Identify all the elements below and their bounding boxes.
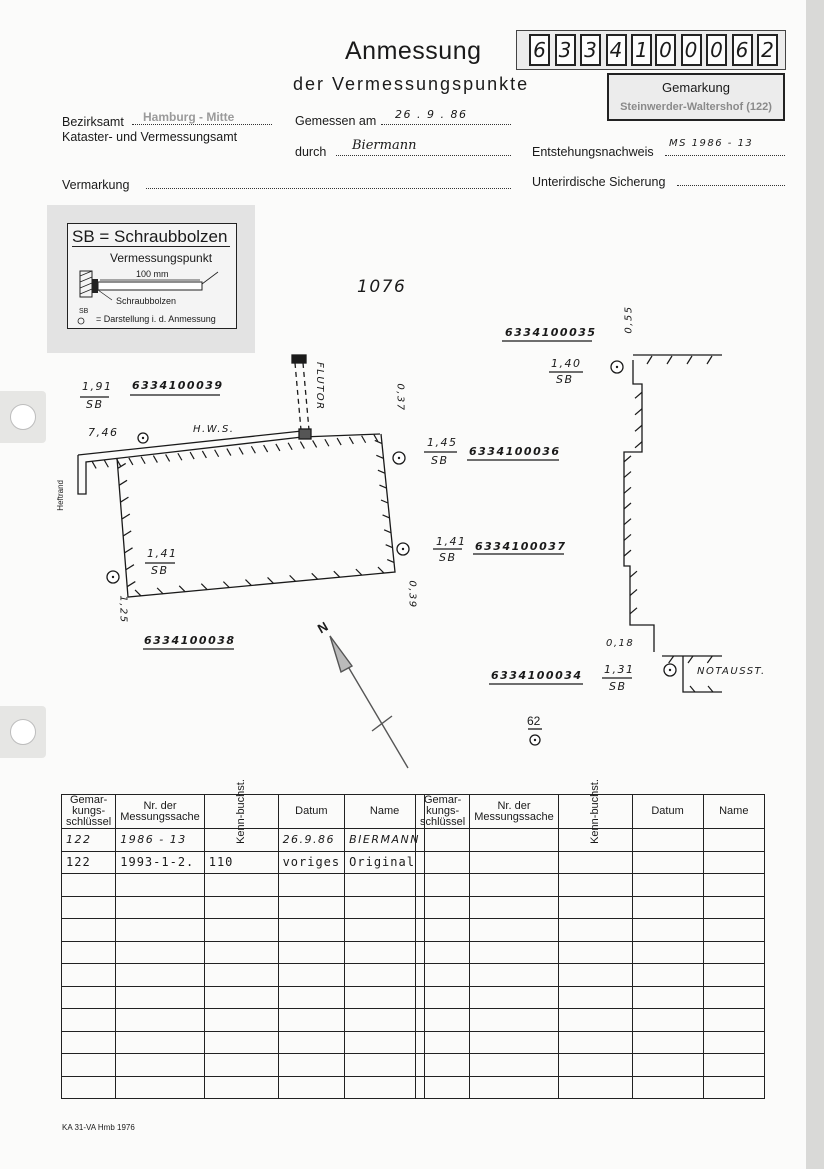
legend-dimension: 100 mm bbox=[136, 269, 169, 279]
table-cell: 122 bbox=[62, 829, 116, 852]
table-row bbox=[416, 1031, 765, 1054]
table-cell bbox=[62, 986, 116, 1009]
col-messungssache: Nr. der Messungssache bbox=[470, 795, 558, 829]
table-cell bbox=[470, 1054, 558, 1077]
table-cell bbox=[116, 1031, 204, 1054]
table-cell bbox=[345, 964, 425, 987]
sicherung-label: Unterirdische Sicherung bbox=[532, 175, 666, 189]
table-cell bbox=[204, 941, 278, 964]
point-37: 6334100037 bbox=[475, 540, 567, 553]
point-number-digit: 0 bbox=[681, 34, 702, 66]
fraction-6-num: 1,31 bbox=[604, 663, 635, 676]
table-cell bbox=[416, 941, 470, 964]
table-cell bbox=[204, 919, 278, 942]
table-cell: BIERMANN bbox=[345, 829, 425, 852]
table-cell bbox=[470, 941, 558, 964]
table-cell bbox=[632, 941, 703, 964]
table-cell bbox=[558, 941, 632, 964]
table-cell bbox=[558, 919, 632, 942]
kataster-label: Kataster- und Vermessungsamt bbox=[62, 130, 238, 144]
fraction-1-den: SB bbox=[86, 398, 104, 411]
table-cell bbox=[278, 874, 345, 897]
table-cell bbox=[470, 874, 558, 897]
point-number-digit: 3 bbox=[580, 34, 601, 66]
table-cell bbox=[558, 964, 632, 987]
north-label: N bbox=[314, 618, 331, 637]
durch-label: durch bbox=[295, 145, 327, 159]
table-cell bbox=[204, 1054, 278, 1077]
table-row bbox=[62, 1009, 425, 1032]
table-cell bbox=[558, 1076, 632, 1099]
table-row bbox=[416, 941, 765, 964]
table-cell bbox=[278, 964, 345, 987]
table-cell bbox=[204, 1076, 278, 1099]
table-cell bbox=[62, 1054, 116, 1077]
table-cell bbox=[116, 1054, 204, 1077]
table-cell bbox=[632, 1009, 703, 1032]
heftrand-label: Heftrand bbox=[56, 480, 65, 511]
table-row bbox=[416, 874, 765, 897]
table-cell: 110 bbox=[204, 851, 278, 874]
col-datum: Datum bbox=[278, 795, 345, 829]
table-cell: voriges bbox=[278, 851, 345, 874]
table-cell bbox=[278, 1076, 345, 1099]
fraction-5-num: 1,40 bbox=[551, 357, 582, 370]
messung-table-left bbox=[61, 779, 425, 1099]
table-row bbox=[62, 1076, 425, 1099]
legend-symbol-desc: = Darstellung i. d. Anmessung bbox=[96, 314, 216, 324]
point-39: 6334100039 bbox=[132, 379, 224, 392]
right-boundary bbox=[624, 360, 654, 652]
fraction-7-num: 62 bbox=[527, 714, 541, 728]
north-arrow bbox=[330, 636, 408, 768]
table-cell bbox=[116, 986, 204, 1009]
entstehung-value: MS 1986 - 13 bbox=[669, 138, 754, 149]
table-cell bbox=[62, 919, 116, 942]
durch-signature: Biermann bbox=[352, 138, 417, 153]
col-messungssache: Nr. der Messungssache bbox=[116, 795, 204, 829]
sheet-edge bbox=[806, 0, 824, 1169]
table-cell bbox=[204, 1031, 278, 1054]
table-row bbox=[416, 1076, 765, 1099]
table-row bbox=[62, 874, 425, 897]
table-row bbox=[62, 964, 425, 987]
measure-039: 0,39 bbox=[406, 580, 418, 609]
table-cell bbox=[116, 919, 204, 942]
table-cell bbox=[345, 1009, 425, 1032]
fraction-5-den: SB bbox=[556, 373, 574, 386]
table-cell bbox=[278, 1054, 345, 1077]
messung-table-right bbox=[415, 779, 765, 1099]
hws-label: H.W.S. bbox=[193, 424, 235, 435]
table-cell bbox=[703, 1031, 764, 1054]
table-row bbox=[416, 1009, 765, 1032]
table-cell bbox=[62, 874, 116, 897]
table-cell bbox=[632, 1076, 703, 1099]
notausst-label: NOTAUSST. bbox=[697, 666, 766, 677]
legend-title: SB = Schraubbolzen bbox=[72, 227, 228, 246]
table-cell bbox=[632, 829, 703, 852]
flutor-label: FLUTOR bbox=[314, 362, 325, 411]
table-cell bbox=[278, 919, 345, 942]
col-kennbuchst: Kenn-buchst. bbox=[204, 795, 278, 829]
table-cell bbox=[278, 1009, 345, 1032]
table-row bbox=[416, 896, 765, 919]
table-cell bbox=[470, 896, 558, 919]
table-cell bbox=[470, 919, 558, 942]
legend-line1: Vermessungspunkt bbox=[110, 251, 213, 265]
fraction-2-num: 1,45 bbox=[427, 436, 458, 449]
point-36: 6334100036 bbox=[469, 445, 561, 458]
table-cell bbox=[62, 964, 116, 987]
gemarkung-value: Steinwerder-Waltershof (122) bbox=[620, 101, 772, 113]
point-number-digit: 4 bbox=[606, 34, 627, 66]
table-row bbox=[62, 1031, 425, 1054]
table-cell bbox=[278, 896, 345, 919]
table-row bbox=[62, 919, 425, 942]
table-cell bbox=[703, 829, 764, 852]
table-cell bbox=[632, 874, 703, 897]
point-35: 6334100035 bbox=[505, 326, 597, 339]
document-subtitle: der Vermessungspunkte bbox=[293, 74, 530, 94]
table-cell bbox=[703, 941, 764, 964]
fraction-4-num: 1,41 bbox=[436, 535, 467, 548]
table-cell bbox=[416, 829, 470, 852]
table-row bbox=[416, 919, 765, 942]
measure-746: 7,46 bbox=[88, 426, 119, 439]
measure-125: 1,25 bbox=[117, 595, 129, 624]
table-cell bbox=[703, 986, 764, 1009]
table-cell bbox=[470, 829, 558, 852]
bezirksamt-label: Bezirksamt bbox=[62, 115, 124, 129]
table-cell bbox=[416, 1054, 470, 1077]
bezirksamt-value: Hamburg - Mitte bbox=[143, 110, 235, 124]
point-number-digit: 6 bbox=[529, 34, 550, 66]
table-cell bbox=[116, 896, 204, 919]
col-kennbuchst: Kenn-buchst. bbox=[558, 795, 632, 829]
table-cell bbox=[278, 941, 345, 964]
table-cell bbox=[416, 1076, 470, 1099]
table-cell bbox=[416, 1031, 470, 1054]
col-datum: Datum bbox=[632, 795, 703, 829]
table-cell bbox=[470, 851, 558, 874]
table-cell bbox=[558, 874, 632, 897]
table-cell bbox=[345, 1076, 425, 1099]
table-cell bbox=[116, 1076, 204, 1099]
hws-wall-line bbox=[78, 434, 380, 494]
table-cell bbox=[204, 964, 278, 987]
fraction-6-den: SB bbox=[609, 680, 627, 693]
point-number-digit: 2 bbox=[757, 34, 778, 66]
table-cell bbox=[632, 851, 703, 874]
point-number-digit: 3 bbox=[555, 34, 576, 66]
measure-055: 0,55 bbox=[623, 305, 635, 334]
table-cell bbox=[62, 1009, 116, 1032]
point-34: 6334100034 bbox=[491, 669, 583, 682]
table-cell bbox=[703, 874, 764, 897]
col-gemarkungsschluessel: Gemar-kungs-schlüssel bbox=[416, 795, 470, 829]
table-cell bbox=[204, 896, 278, 919]
table-cell bbox=[416, 1009, 470, 1032]
table-cell: Original bbox=[345, 851, 425, 874]
measure-037: 0,37 bbox=[394, 383, 406, 412]
measure-018: 0,18 bbox=[606, 638, 635, 649]
legend-bolt-label: Schraubbolzen bbox=[116, 296, 177, 306]
table-cell bbox=[345, 1031, 425, 1054]
fraction-3-den: SB bbox=[151, 564, 169, 577]
col-name: Name bbox=[345, 795, 425, 829]
fraction-3-num: 1,41 bbox=[147, 547, 178, 560]
table-cell bbox=[416, 851, 470, 874]
table-cell bbox=[345, 941, 425, 964]
document-title: Anmessung bbox=[345, 37, 482, 65]
table-cell: 1993-1-2. bbox=[116, 851, 204, 874]
table-cell bbox=[470, 1031, 558, 1054]
table-cell bbox=[62, 896, 116, 919]
table-row bbox=[62, 1054, 425, 1077]
table-cell bbox=[345, 1054, 425, 1077]
fraction-1-num: 1,91 bbox=[82, 380, 113, 393]
table-cell bbox=[116, 941, 204, 964]
table-row bbox=[62, 851, 425, 874]
table-cell bbox=[558, 1031, 632, 1054]
table-cell bbox=[703, 1054, 764, 1077]
fraction-2-den: SB bbox=[431, 454, 449, 467]
table-cell bbox=[632, 964, 703, 987]
table-cell bbox=[204, 1009, 278, 1032]
table-cell bbox=[345, 896, 425, 919]
table-cell bbox=[62, 941, 116, 964]
table-cell bbox=[632, 896, 703, 919]
table-cell bbox=[703, 851, 764, 874]
table-cell bbox=[703, 919, 764, 942]
table-cell bbox=[632, 1054, 703, 1077]
table-cell bbox=[278, 986, 345, 1009]
table-row bbox=[416, 964, 765, 987]
table-cell bbox=[345, 874, 425, 897]
table-row bbox=[62, 986, 425, 1009]
table-cell bbox=[558, 1009, 632, 1032]
table-cell bbox=[558, 851, 632, 874]
table-row bbox=[62, 941, 425, 964]
table-cell bbox=[416, 874, 470, 897]
table-cell bbox=[632, 1031, 703, 1054]
table-row bbox=[416, 851, 765, 874]
table-cell bbox=[470, 1009, 558, 1032]
table-cell bbox=[345, 986, 425, 1009]
table-cell bbox=[416, 919, 470, 942]
table-cell: 26.9.86 bbox=[278, 829, 345, 852]
fraction-4-den: SB bbox=[439, 551, 457, 564]
legend-symbol-text: SB bbox=[79, 308, 89, 315]
table-cell bbox=[62, 1076, 116, 1099]
table-cell bbox=[116, 874, 204, 897]
table-cell bbox=[204, 874, 278, 897]
gemarkung-label: Gemarkung bbox=[662, 80, 730, 95]
form-code: KA 31-VA Hmb 1976 bbox=[62, 1123, 135, 1132]
table-cell bbox=[632, 919, 703, 942]
col-gemarkungsschluessel: Gemar-kungs-schlüssel bbox=[62, 795, 116, 829]
table-cell bbox=[416, 986, 470, 1009]
table-cell bbox=[703, 964, 764, 987]
col-name: Name bbox=[703, 795, 764, 829]
table-cell bbox=[470, 964, 558, 987]
table-row bbox=[62, 896, 425, 919]
table-cell bbox=[703, 896, 764, 919]
gemessen-label: Gemessen am bbox=[295, 114, 377, 128]
vermarkung-label: Vermarkung bbox=[62, 178, 130, 192]
point-number-digit: 0 bbox=[655, 34, 676, 66]
table-cell bbox=[632, 986, 703, 1009]
table-cell bbox=[470, 986, 558, 1009]
table-cell: 122 bbox=[62, 851, 116, 874]
point-number-digit: 1 bbox=[631, 34, 652, 66]
point-number-digit: 6 bbox=[732, 34, 753, 66]
table-cell bbox=[470, 1076, 558, 1099]
table-cell bbox=[204, 986, 278, 1009]
entstehung-label: Entstehungsnachweis bbox=[532, 145, 654, 159]
table-cell bbox=[703, 1009, 764, 1032]
point-38: 6334100038 bbox=[144, 634, 236, 647]
table-cell bbox=[116, 1009, 204, 1032]
table-cell bbox=[558, 1054, 632, 1077]
table-cell bbox=[116, 964, 204, 987]
table-cell bbox=[703, 1076, 764, 1099]
table-cell bbox=[416, 964, 470, 987]
point-number-digit: 0 bbox=[706, 34, 727, 66]
table-cell bbox=[558, 986, 632, 1009]
gemessen-value: 26 . 9 . 86 bbox=[395, 108, 468, 121]
table-row bbox=[416, 986, 765, 1009]
table-cell bbox=[278, 1031, 345, 1054]
parcel-number: 1076 bbox=[357, 277, 407, 297]
table-cell bbox=[558, 896, 632, 919]
table-cell: 1986 - 13 bbox=[116, 829, 204, 852]
table-row bbox=[416, 1054, 765, 1077]
table-cell bbox=[416, 896, 470, 919]
table-cell bbox=[62, 1031, 116, 1054]
table-cell bbox=[345, 919, 425, 942]
